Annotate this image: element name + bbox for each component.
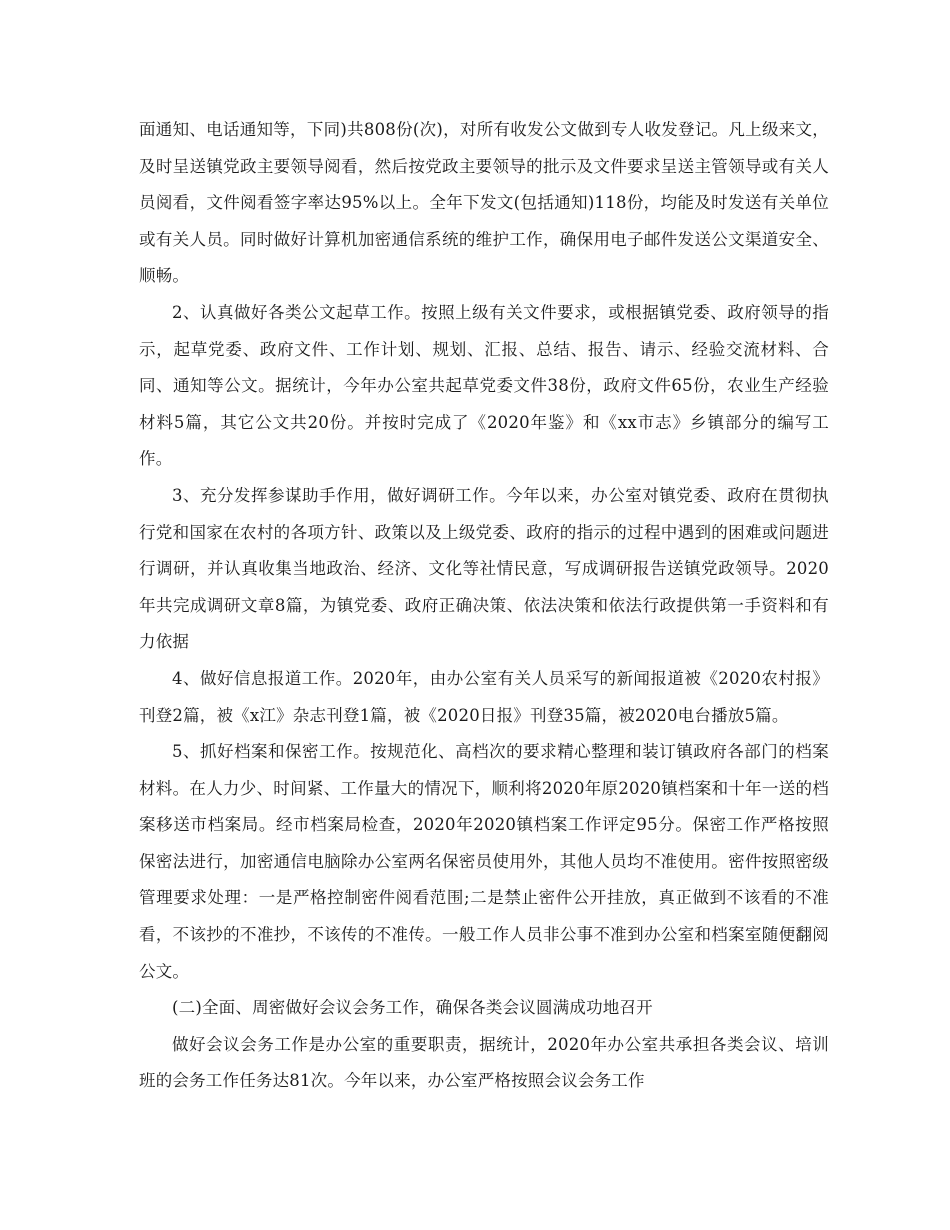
paragraph-drafting: 2、认真做好各类公文起草工作。按照上级有关文件要求，或根据镇党委、政府领导的指示，起草党委、政府文件、工作计划、规划、汇报、总结、报告、请示、经验交流材料、合同、通知等公文。据统计，今年办公室共起草党委文件38份，政府文件65份，农业生产经验材料5篇，其它公文共20份。并按时完成了《2020年鉴》和《xx市志》乡镇部分的编写工作。 bbox=[139, 302, 829, 469]
paragraph-research: 3、充分发挥参谋助手作用，做好调研工作。今年以来，办公室对镇党委、政府在贯彻执行党和国家在农村的各项方针、政策以及上级党委、政府的指示的过程中遇到的困难或问题进行调研，并认真收集当地政治、经济、文化等社情民意，写成调研报告送镇党政领导。2020年共完成调研文章8篇，为镇党委、政府正确决策、依法决策和依法行政提供第一手资料和有力依据 bbox=[139, 485, 829, 652]
document-body bbox=[139, 112, 829, 1100]
paragraph-meetings: 做好会议会务工作是办公室的重要职责，据统计，2020年办公室共承担各类会议、培训班的会务工作任务达81次。今年以来，办公室严格按照会议会务工作 bbox=[139, 1034, 829, 1091]
paragraph-archives-confidentiality: 5、抓好档案和保密工作。按规范化、高档次的要求精心整理和装订镇政府各部门的档案材料。在人力少、时间紧、工作量大的情况下，顺利将2020年原2020镇档案和十年一送的档案移送市档案局。经市档案局检查，2020年2020镇档案工作评定95分。保密工作严格按照保密法进行，加密通信电脑除办公室两名保密员使用外，其他人员均不准使用。密件按照密级管理要求处理：一是严格控制密件阅看范围;二是禁止密件公开挂放，真正做到不该看的不准看，不该抄的不准抄，不该传的不准传。一般工作人员非公事不准到办公室和档案室随便翻阅公文。 bbox=[139, 742, 829, 981]
paragraph-news-reporting: 4、做好信息报道工作。2020年，由办公室有关人员采写的新闻报道被《2020农村报》刊登2篇，被《x江》杂志刊登1篇，被《2020日报》刊登35篇，被2020电台播放5篇。 bbox=[139, 668, 829, 725]
section-heading-meetings: (二)全面、周密做好会议会务工作，确保各类会议圆满成功地召开 bbox=[172, 998, 653, 1018]
paragraph-receipt-dispatch: 面通知、电话通知等，下同)共808份(次)，对所有收发公文做到专人收发登记。凡上级来文，及时呈送镇党政主要领导阅看，然后按党政主要领导的批示及文件要求呈送主管领导或有关人员阅看，文件阅看签字率达95%以上。全年下发文(包括通知)118份，均能及时发送有关单位或有关人员。同时做好计算机加密通信系统的维护工作，确保用电子邮件发送公文渠道安全、顺畅。 bbox=[139, 120, 829, 286]
